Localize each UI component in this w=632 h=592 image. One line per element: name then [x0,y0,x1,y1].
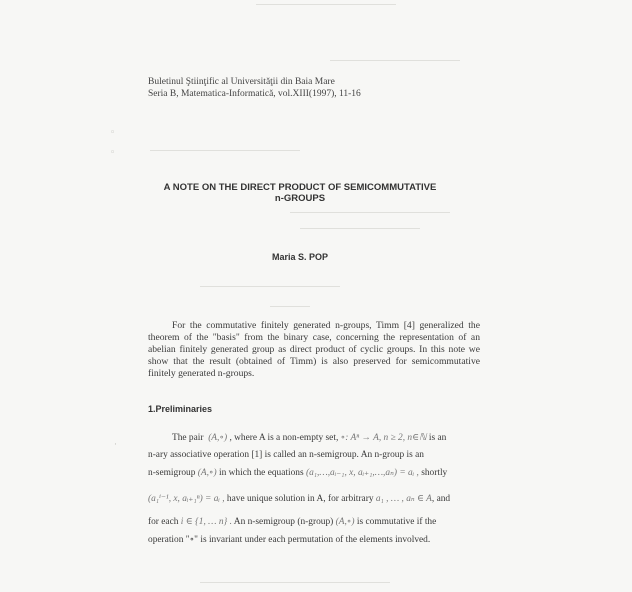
journal-header-line-2: Seria B, Matematica-Informatică, vol.XIII(1997), 11-16 [148,89,361,99]
section-heading: 1.Preliminaries [148,404,213,414]
body-line-1 [148,432,480,443]
body-text: in which the equations [219,468,304,478]
paper-title [140,182,460,204]
formula: n ≥ 2, n∈ℕ [383,433,427,443]
body-text: is commutative if the [356,517,437,527]
bleed-through-line [150,150,300,151]
body-text: shortly [421,468,448,478]
body-text: n-semigroup [148,468,196,478]
author-name: Maria S. POP [271,252,329,262]
body-line-2: n-ary associative operation [1] is called an n-semigroup. An n-group is an [148,450,424,460]
journal-header [148,76,361,100]
paper-title-line-1: A NOTE ON THE DIRECT PRODUCT OF SEMICOMMUTATIVE [163,182,437,193]
formula: (a₁ⁱ⁻¹, x, aᵢ₊₁ⁿ) = aᵢ , [148,494,225,504]
formula: ∘: Aⁿ → A, [340,433,382,443]
bleed-through-line [330,60,460,61]
bleed-through-line [300,228,420,229]
formula: (a₁,…,aᵢ₋₁, x, aᵢ₊₁,…,aₙ) = aᵢ , [305,468,419,478]
body-line-5 [148,516,480,527]
margin-mark-icon: · [114,440,117,450]
body-text: is an [428,433,447,443]
abstract [148,320,480,380]
bleed-through-line [200,582,390,583]
formula: (A,∘) [208,433,228,443]
margin-mark-icon: ◦ [110,128,116,138]
body-text: An n-semigroup (n-group) [233,517,334,527]
formula: (A,∘) [335,517,355,527]
abstract-text: For the commutative finitely generated n-groups, Timm [4] generalized the theorem of the "basis" from the binary case, concerning the representation of an abelian finitely generated group as direct product of cyclic groups. In this note we show that the result (obtained of Timm) is also preserved for semicommutative finitely generated n-groups. [148,320,480,379]
bleed-through-line [256,4,396,5]
formula: a₁ , … , aₙ ∈ A [375,494,432,504]
journal-header-line-1: Buletinul Ştiinţific al Universităţii din Baia Mare [148,77,335,87]
body-line-4 [148,493,480,504]
body-text: , where A is a non-empty set, [229,433,339,443]
formula: i ∈ {1, … n} . [180,517,232,527]
body-line-6: operation "∘" is invariant under each permutation of the elements involved. [148,535,431,545]
bleed-through-line [290,212,450,213]
body-text: have unique solution in A, for arbitrary [226,494,374,504]
bleed-through-line [200,286,340,287]
body-text: for each [148,517,179,527]
bleed-through-line [270,306,310,307]
body-text: The pair [172,433,204,443]
paper-title-line-2: n-GROUPS [274,193,326,204]
margin-mark-icon: ◦ [110,148,116,158]
body-text: , and [431,494,451,504]
formula: (A,∘) [197,468,217,478]
body-line-3 [148,467,480,478]
